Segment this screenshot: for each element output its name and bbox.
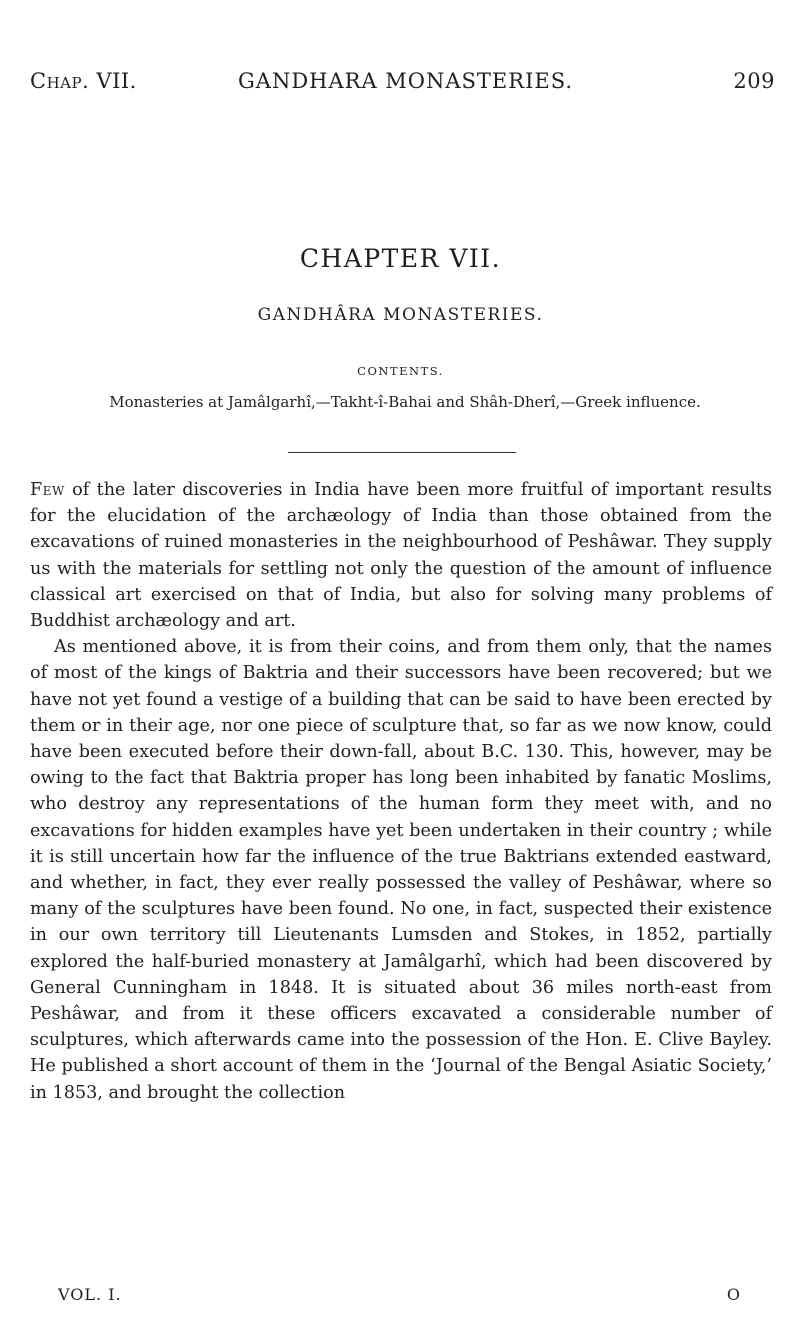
- contents-heading: CONTENTS.: [357, 364, 444, 378]
- contents-summary: Monasteries at Jamâlgarhî,—Takht-î-Bahai and Shâh-Dherî,—Greek influence.: [109, 393, 701, 411]
- running-head: [30, 66, 775, 96]
- section-divider: [288, 452, 516, 453]
- paragraph-lead-word: Few: [30, 480, 65, 500]
- signature-mark: O: [726, 1285, 741, 1304]
- paragraph-1-text: of the later discoveries in India have been more fruitful of important results for the elucidation of the archæology of India than those obtained from the excavations of ruined monasteries in the neighbourhood of Peshâwar. They supply us with the materials for settling not only the question of the amount of influence classical art exercised on that of India, but also for solving many problems of Buddhist archæology and art.: [30, 480, 772, 632]
- volume-mark: VOL. I.: [58, 1285, 122, 1304]
- paragraph-1: [30, 477, 772, 634]
- running-head-title: GANDHARA MONASTERIES.: [238, 69, 574, 93]
- chapter-number: CHAPTER VII.: [299, 244, 502, 273]
- chapter-title: GANDHÂRA MONASTERIES.: [257, 305, 544, 325]
- running-head-chapter: Chap. VII.: [30, 69, 137, 93]
- signature-line: [58, 1285, 741, 1307]
- page-number: 209: [733, 69, 775, 93]
- body-text: [30, 477, 772, 1106]
- paragraph-2: As mentioned above, it is from their coins, and from them only, that the names of most of the kings of Baktria and their successors have been recovered; but we have not yet found a vestige of a building that can be said to have been erected by them or in their age, nor one piece of sculpture that, so far as we now know, could have been executed before their down-fall, about B.C. 130. This, however, may be owing to the fact that Baktria proper has long been inhabited by fanatic Moslims, who destroy any representations of the human form they meet with, and no excavations for hidden examples have yet been undertaken in their country ; while it is still uncertain how far the influence of the true Baktrians extended eastward, and whether, in fact, they ever really possessed the valley of Peshâwar, where so many of the sculptures have been found. No one, in fact, suspected their existence in our own territory till Lieutenants Lumsden and Stokes, in 1852, partially explored the half-buried monastery at Jamâlgarhî, which had been discovered by General Cunningham in 1848. It is situated about 36 miles north-east from Peshâwar, and from it these officers excavated a considerable number of sculptures, which afterwards came into the possession of the Hon. E. Clive Bayley. He published a short account of them in the ‘Journal of the Bengal Asiatic Society,’ in 1853, and brought the collection: [30, 637, 772, 1103]
